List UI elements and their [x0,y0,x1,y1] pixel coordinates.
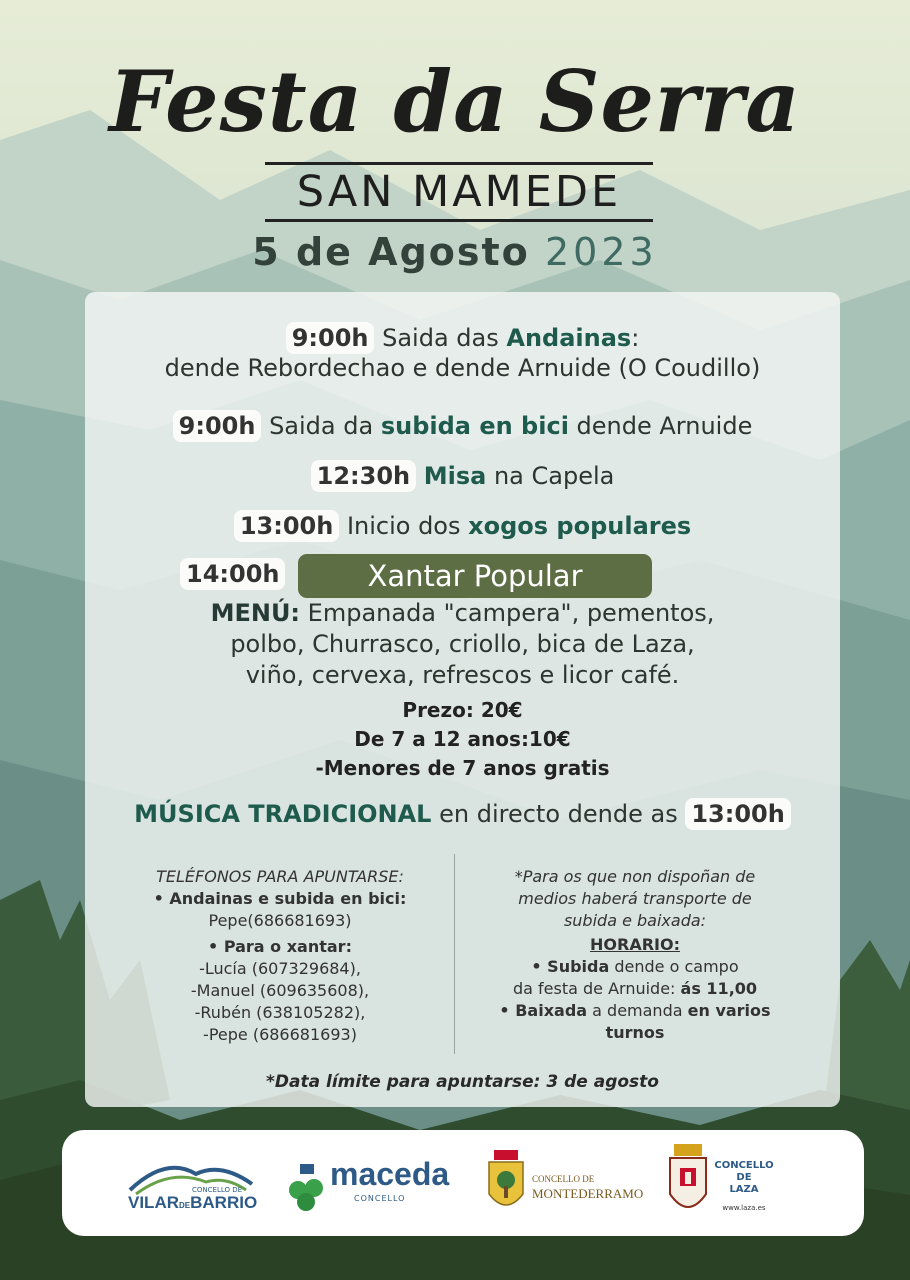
baixada-label: • Baixada [499,1001,588,1020]
maceda-logo [284,1130,469,1236]
event-year: 2023 [545,230,658,274]
program-panel [85,292,840,1107]
andainas-contact: Pepe(686681693) [208,911,352,930]
price-adult: Prezo: 20€ [402,698,523,722]
time-badge: 12:30h [311,460,416,492]
text: Inicio dos [339,512,469,540]
transport-info [470,866,800,1044]
bike-line [85,410,840,442]
transport-line: *Para os que non dispoñan de [514,867,756,886]
laza-name [708,1160,780,1196]
menu-line: viño, cervexa, refrescos e licor café. [245,661,680,689]
laza-logo [668,1130,808,1236]
highlight: subida en bici [380,412,569,440]
xantar-time-badge: 14:00h [180,558,285,590]
phones-heading: TELÉFONOS PARA APUNTARSE: [156,867,404,886]
text: na Capela [486,462,615,490]
text: dende Arnuide [568,412,753,440]
highlight: Andainas [506,324,632,352]
menu-line: polbo, Churrasco, criollo, bica de Laza, [230,630,695,658]
maceda-name: maceda [330,1156,450,1192]
time-badge: 9:00h [286,322,375,354]
montederramo-name: MONTEDERRAMO [532,1186,644,1201]
sponsor-footer [62,1130,864,1236]
laza-shield-icon [668,1144,708,1220]
event-title: Festa da Serra [109,52,801,151]
text: en directo dende as [431,800,686,828]
xantar-label: • Para o xantar: [208,937,352,956]
schedule-heading: HORARIO: [590,935,680,954]
event-date [0,230,910,274]
text: DE [179,1201,191,1210]
signup-phones [140,866,420,1046]
text: CONCELLO [714,1160,774,1171]
menu-text [85,598,840,691]
price-kids: De 7 a 12 anos:10€ [354,727,571,751]
text: BARRIO [190,1193,258,1212]
montederramo-logo [486,1130,651,1236]
text: da festa de Arnuide: [512,979,681,998]
highlight: MÚSICA TRADICIONAL [134,800,432,828]
text: DE [736,1172,752,1183]
contact-item: -Rubén (638105282), [194,1003,366,1022]
transport-line: subida e baixada: [563,911,707,930]
games-line [85,510,840,542]
menu-line: Empanada "campera", pementos, [300,599,715,627]
subida-label: • Subida [531,957,610,976]
text: Saida das [374,324,507,352]
menu-label: MENÚ: [210,599,301,627]
highlight: xogos populares [468,512,692,540]
andainas-label: • Andainas e subida en bici: [153,889,407,908]
time-badge: 13:00h [685,798,790,830]
text: Saida da [261,412,381,440]
contact-item: -Manuel (609635608), [190,981,370,1000]
vilar-small-label: CONCELLO DE [192,1186,243,1194]
xantar-banner: Xantar Popular [298,554,652,598]
text: : [631,324,640,352]
contact-item: -Lucía (607329684), [199,959,361,978]
time-badge: 9:00h [173,410,262,442]
music-line [85,798,840,830]
laza-website: www.laza.es [722,1204,766,1212]
prices [85,696,840,783]
vilar-de-barrio-logo [126,1130,256,1236]
coat-of-arms-icon [486,1150,526,1216]
text: dende o campo [609,957,739,976]
subida-time: ás 11,00 [680,979,758,998]
mass-line [85,460,840,492]
andainas-origin: dende Rebordechao e dende Arnuide (O Coudillo) [164,354,761,382]
transport-line: medios haberá transporte de [518,889,752,908]
montederramo-small: CONCELLO DE [532,1174,595,1184]
column-divider [454,854,455,1054]
baixada-turns: en varios turnos [605,1001,771,1042]
event-location: SAN MAMEDE [265,162,653,222]
vilar-name [128,1193,257,1213]
price-free: -Menores de 7 anos gratis [315,756,610,780]
contact-item: -Pepe (686681693) [203,1025,357,1044]
time-badge: 13:00h [234,510,339,542]
text: LAZA [729,1184,759,1195]
event-day: 5 de Agosto [252,230,530,274]
text: VILAR [128,1193,179,1212]
highlight: Misa [423,462,487,490]
maceda-sub: CONCELLO [354,1194,406,1203]
signup-deadline: *Data límite para apuntarse: 3 de agosto [266,1072,659,1092]
clover-icon [284,1162,328,1212]
andainas-line [85,322,840,354]
text: a demanda [587,1001,688,1020]
